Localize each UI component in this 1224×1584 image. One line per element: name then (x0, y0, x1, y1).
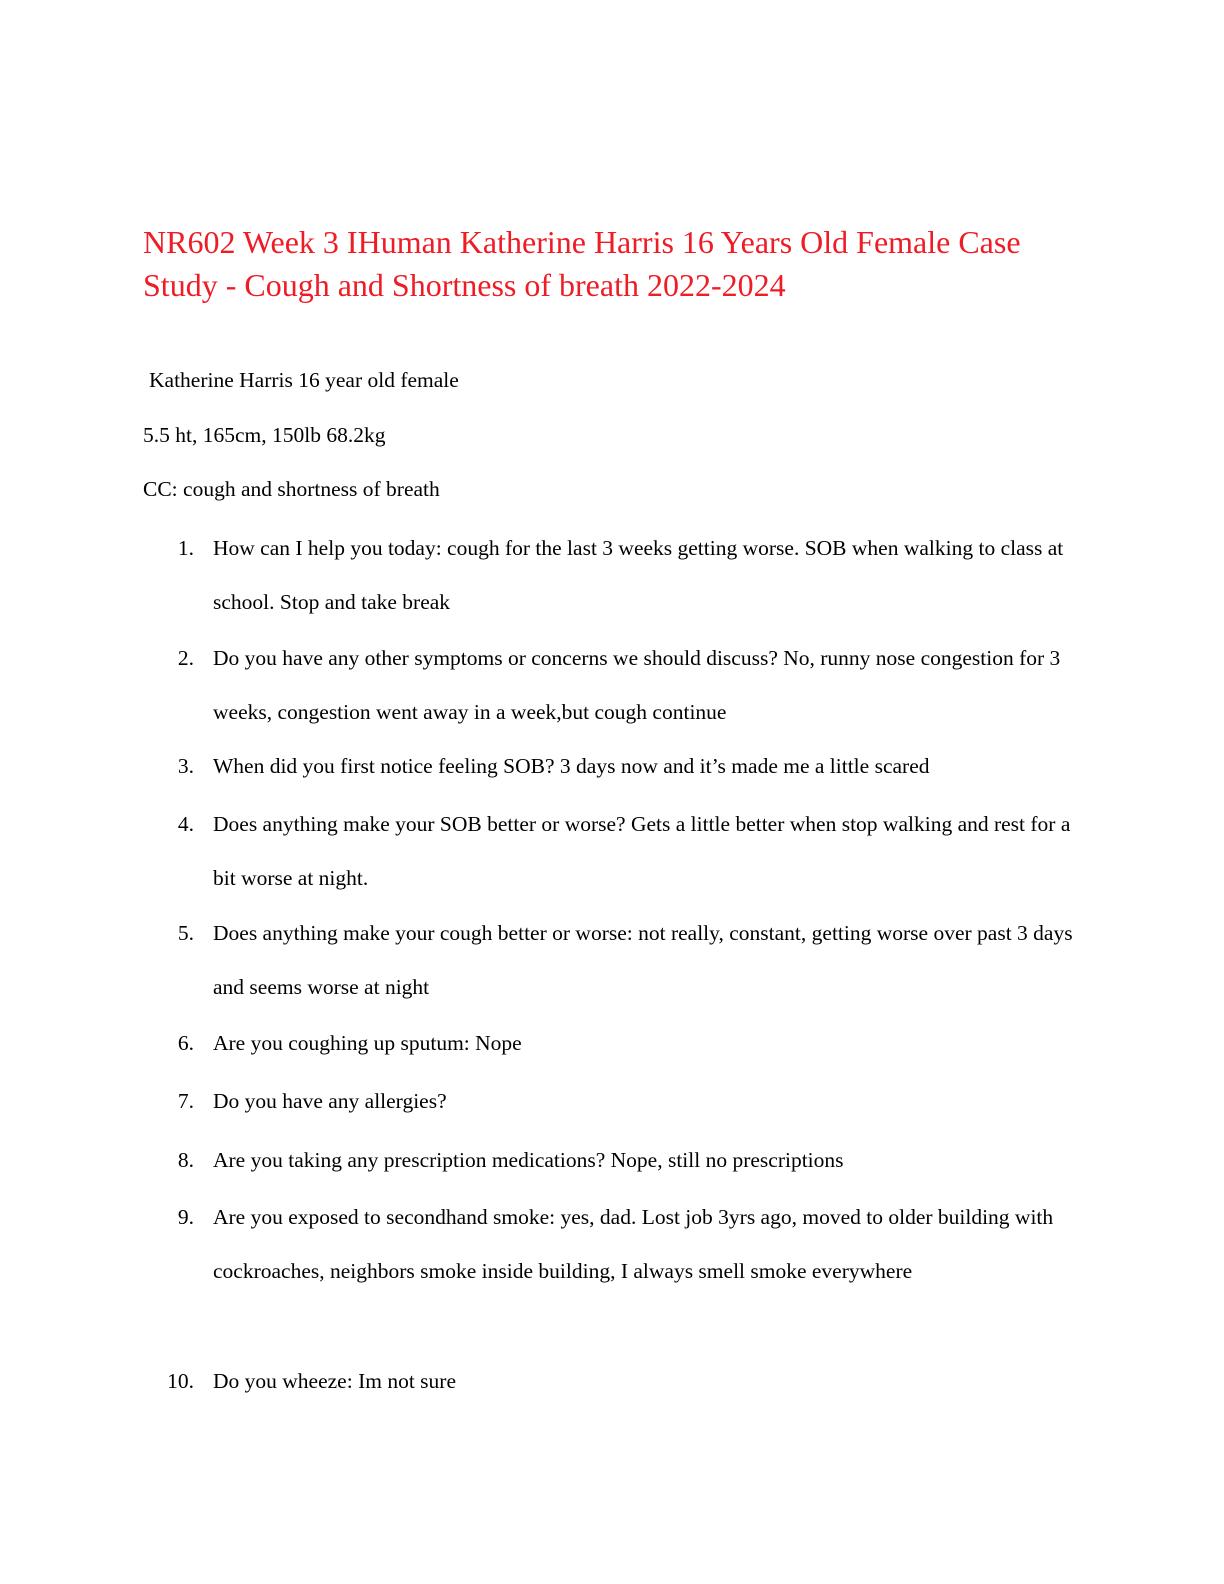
list-item-text: Are you taking any prescription medications? Nope, still no prescriptions (213, 1148, 844, 1172)
list-item-number: 2. (177, 646, 194, 670)
document-title: NR602 Week 3 IHuman Katherine Harris 16 Years Old Female Case Study - Cough and Shortness of breath 2022-2024 (143, 224, 1021, 303)
list-item-text: Do you wheeze: Im not sure (213, 1369, 456, 1393)
list-item-text: When did you first notice feeling SOB? 3 days now and it’s made me a little scared (213, 754, 930, 778)
list-item-number: 6. (177, 1031, 194, 1055)
list-item-text: Do you have any other symptoms or concerns we should discuss? No, runny nose congestion for 3 weeks, congestion went away in a week,but cough continue (213, 646, 1061, 724)
list-item-text: Does anything make your cough better or worse: not really, constant, getting worse over past 3 days and seems worse at night (213, 921, 1073, 999)
list-item-number: 7. (177, 1089, 194, 1113)
list-item-number: 5. (177, 921, 194, 945)
chief-complaint: CC: cough and shortness of breath (143, 477, 440, 501)
list-item-text: How can I help you today: cough for the last 3 weeks getting worse. SOB when walking to class at school. Stop and take break (213, 536, 1064, 614)
list-item-number: 3. (177, 754, 194, 778)
list-item-text: Does anything make your SOB better or worse? Gets a little better when stop walking and rest for a bit worse at night. (213, 812, 1071, 890)
list-item-number: 8. (177, 1148, 194, 1172)
list-item-text: Are you coughing up sputum: Nope (213, 1031, 522, 1055)
list-item-number: 9. (177, 1205, 194, 1229)
list-item-text: Are you exposed to secondhand smoke: yes, dad. Lost job 3yrs ago, moved to older building with cockroaches, neighbors smoke inside building, I always smell smoke everywhere (213, 1205, 1054, 1283)
list-item-number: 4. (177, 812, 194, 836)
list-item-number: 1. (177, 536, 194, 560)
measurements-line: 5.5 ht, 165cm, 150lb 68.2kg (143, 423, 386, 447)
list-item-number: 10. (167, 1369, 194, 1393)
list-item-text: Do you have any allergies? (213, 1089, 447, 1113)
patient-line: Katherine Harris 16 year old female (149, 368, 459, 392)
